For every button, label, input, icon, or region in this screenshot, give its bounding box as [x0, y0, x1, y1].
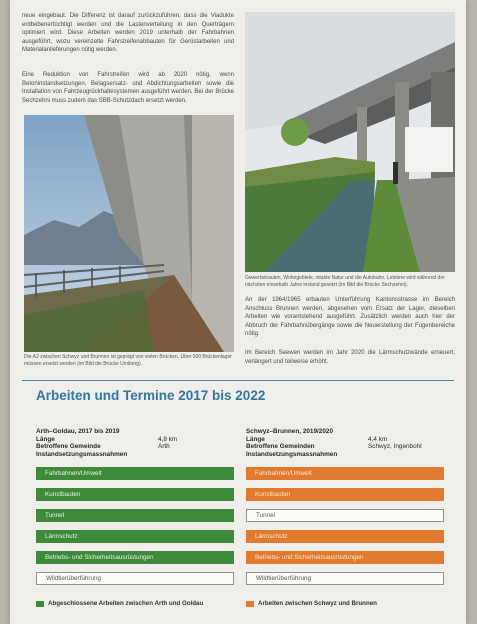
project-length: 4,8 km — [158, 435, 178, 443]
measure-bar: Wildtierüberführung — [36, 572, 234, 585]
measure-bar: Kunstbauten — [36, 488, 234, 501]
legend-swatch-orange — [246, 601, 254, 607]
intro-paragraph-2: Eine Reduktion von Fahrstreifen wird ab 2020 nötig, wenn Betoninstandsetzungen, Belagsersatz- und Abdichtungsarbeiten sowie die Installation von Fahrzeugrückhaltesystemen ausgeführt werden. Bei der Brücke Sechzehni muss zudem das SBB-Schutzdach ersetzt werden. — [22, 72, 234, 104]
project-arth-goldau-info: Arth–Goldau, 2017 bis 2019 Länge 4,8 km Betroffene Gemeinde Arth Instandsetzungsmassnahmen — [36, 428, 236, 458]
measure-bar: Tunnel — [246, 509, 444, 522]
photo-bridge-umiberg — [24, 115, 234, 352]
right-paragraph-2: Im Bereich Seewen werden im Jahr 2020 die Lärmschutzwände erneuert, verlängert und teilweise erhöht. — [245, 350, 455, 365]
project-heading: Schwyz–Brunnen, 2019/2020 — [246, 428, 334, 435]
measure-bar: Lärmschutz — [246, 530, 444, 543]
measure-bar: Wildtierüberführung — [246, 572, 444, 585]
measure-bar: Tunnel — [36, 509, 234, 522]
right-paragraph-1: An der 1964/1965 erbauten Unterführung Kantonsstrasse im Bereich Anschluss Brunnen werden, abgesehen vom Ersatz der Lager, dieselben Arbeiten wie vorantstehend ausgeführt. Zusätzlich werden auch hier der Abbruch der Fahrbahnübergänge sowie die Neuerstellung der Fugenbereiche nötig. — [245, 297, 455, 337]
measure-bar: Betriebs- und Sicherheitsausrüstungen — [246, 551, 444, 564]
legend-completed: Abgeschlossene Arbeiten zwischen Arth und Goldau — [36, 600, 203, 607]
legend-swatch-green — [36, 601, 44, 607]
project-heading: Arth–Goldau, 2017 bis 2019 — [36, 428, 120, 435]
measure-bar: Fahrbahnen/Umwelt — [36, 467, 234, 480]
project-communities: Arth — [158, 443, 170, 451]
caption-right-photo: Gewerbebauten, Wohngebiete, intakte Natur und die Autobahn. Letztere wird während der nächsten einsehalb Jahre instand gesetzt (im Bild die Brücke Sechzehni). — [245, 275, 445, 288]
magazine-page — [10, 0, 466, 624]
legend-planned: Arbeiten zwischen Schwyz und Brunnen — [246, 600, 377, 607]
photo-bridge-sechzehni — [245, 12, 455, 272]
project-length: 4,4 km — [368, 435, 388, 443]
measure-bar: Kunstbauten — [246, 488, 444, 501]
measure-bar: Fahrbahnen/Umwelt — [246, 467, 444, 480]
project-schwyz-brunnen-info: Schwyz–Brunnen, 2019/2020 Länge 4,4 km Betroffene Gemeinden Schwyz, Ingenbohl Instandsetzungsmassnahmen — [246, 428, 456, 458]
measure-bar: Lärmschutz — [36, 530, 234, 543]
measure-bar: Betriebs- und Sicherheitsausrüstungen — [36, 551, 234, 564]
intro-paragraph-1: neue eingebaut. Die Differenz ist darauf zurückzuführen, dass die Viadukte erdbebenertüchtigt werden und die Lastenverteilung in den Querträgern optimiert wird. Diese Arbeiten werden 2019 unterhalb der Fahrbahnen ausgeführt, wozu vereinzelte Fahrstreifenabbauten für Gerüstarbeiten und Materialanlieferungen nötig werden. — [22, 13, 234, 53]
section-title: Arbeiten und Termine 2017 bis 2022 — [36, 388, 266, 403]
caption-left-photo: Die A2 zwischen Schwyz und Brunnen ist geprägt von vielen Brücken. Über 500 Brückenlager müssen ersetzt werden (im Bild die Brücke Umiberg). — [24, 354, 232, 367]
section-divider — [22, 380, 454, 381]
project-communities: Schwyz, Ingenbohl — [368, 443, 422, 451]
